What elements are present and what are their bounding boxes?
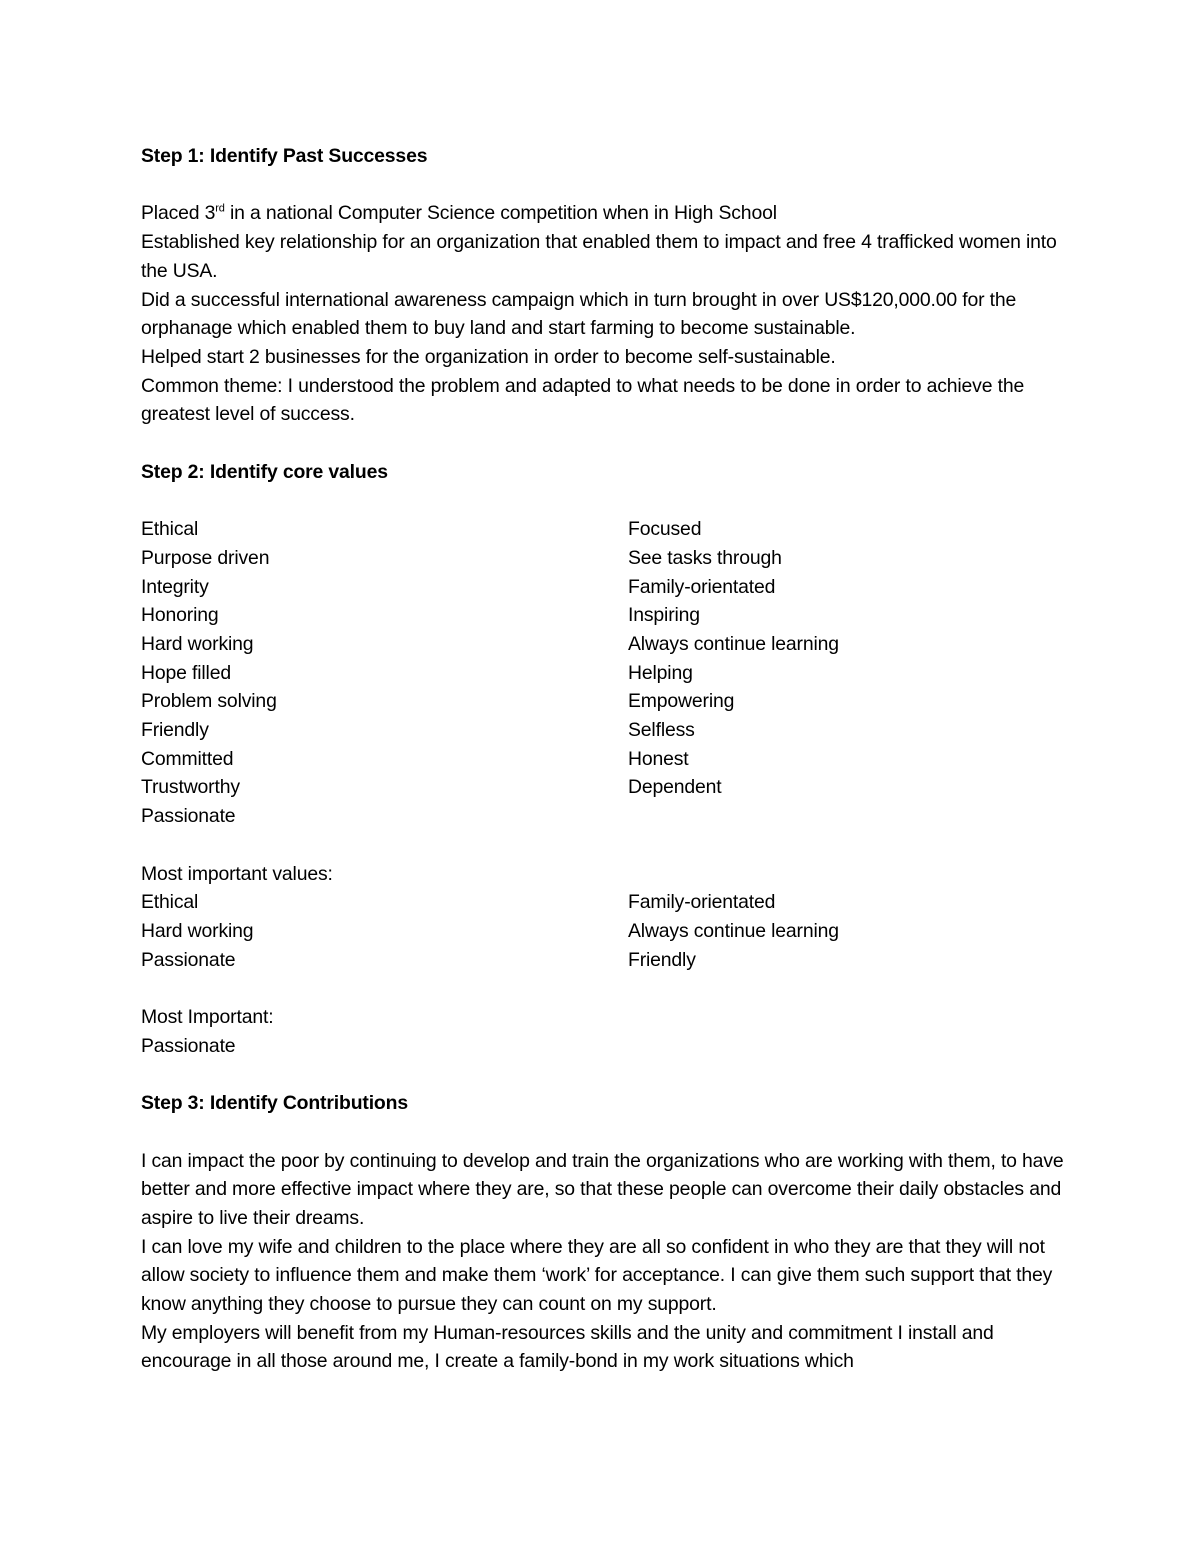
value-item: Ethical — [141, 891, 199, 914]
contribution-employers: My employers will benefit from my Human-resources skills and the unity and commitment I install and encourage in all those around me, I create a family-bond in my work situations which — [141, 1321, 994, 1373]
most-important-values-label: Most important values: — [141, 862, 333, 885]
value-item: Dependent — [628, 776, 722, 799]
core-values-left-column — [141, 515, 628, 831]
value-item: Selfless — [628, 719, 695, 742]
top-value-label: Most Important: — [141, 1006, 274, 1029]
value-item: Passionate — [141, 805, 236, 828]
contribution-poor: I can impact the poor by continuing to develop and train the organizations who are working with them, to have better and more effective impact where they are, so that these people can overcome their daily obstacles and aspire to live their dreams. — [141, 1149, 1064, 1229]
spacer — [141, 486, 1071, 515]
step2-heading: Step 2: Identify core values — [141, 460, 388, 483]
most-important-values-list — [141, 888, 1071, 974]
value-item: Passionate — [141, 948, 236, 971]
value-item: Hard working — [141, 632, 254, 655]
value-item: Friendly — [628, 948, 696, 971]
success-item-1-sup: rd — [215, 202, 225, 215]
step3-heading: Step 3: Identify Contributions — [141, 1092, 408, 1115]
core-values-list — [141, 515, 1071, 831]
value-item: Empowering — [628, 690, 735, 713]
value-item: Inspiring — [628, 604, 700, 627]
spacer — [141, 1118, 1071, 1147]
value-item: Always continue learning — [628, 919, 839, 942]
success-item-1-before: Placed 3 — [141, 202, 216, 225]
document-page — [141, 142, 1071, 1376]
value-item: Committed — [141, 747, 234, 770]
success-item-1 — [141, 199, 1071, 228]
spacer — [141, 429, 1071, 458]
value-item: Honoring — [141, 604, 219, 627]
spacer — [141, 171, 1071, 200]
core-values-right-column — [628, 515, 1071, 831]
contribution-family: I can love my wife and children to the place where they are all so confident in who they are that they will not allow society to influence them and make them ‘work’ for acceptance. I can give them such support that they know anything they choose to pursue they can count on my support. — [141, 1235, 1053, 1316]
value-item: Hard working — [141, 919, 254, 942]
value-item: Hope filled — [141, 661, 231, 684]
value-item: Family-orientated — [628, 891, 776, 914]
value-item: Integrity — [141, 575, 209, 598]
most-important-left-column — [141, 888, 628, 974]
value-item: Purpose driven — [141, 546, 270, 569]
most-important-right-column — [628, 888, 1071, 974]
step1-heading: Step 1: Identify Past Successes — [141, 145, 428, 167]
value-item: Friendly — [141, 719, 209, 742]
spacer — [141, 974, 1071, 1003]
success-item-2: Established key relationship for an organization that enabled them to impact and free 4 trafficked women into the USA. — [141, 231, 1057, 282]
value-item: Family-orientated — [628, 575, 776, 598]
value-item: Problem solving — [141, 690, 277, 713]
value-item: Always continue learning — [628, 632, 839, 655]
value-item: See tasks through — [628, 546, 782, 569]
success-item-4: Helped start 2 businesses for the organization in order to become self-sustainable. — [141, 345, 836, 368]
spacer — [141, 831, 1071, 860]
common-theme: Common theme: I understood the problem and adapted to what needs to be done in order to achieve the greatest level of success. — [141, 374, 1025, 426]
success-item-1-after: in a national Computer Science competition when in High School — [224, 202, 777, 225]
spacer — [141, 1060, 1071, 1089]
success-item-3: Did a successful international awareness campaign which in turn brought in over US$120,000.00 for the orphanage which enabled them to buy land and start farming to become sustainable. — [141, 288, 1017, 340]
value-item: Focused — [628, 518, 702, 541]
value-item: Ethical — [141, 518, 199, 541]
value-item: Trustworthy — [141, 776, 240, 799]
value-item: Helping — [628, 661, 693, 684]
top-value: Passionate — [141, 1034, 236, 1057]
value-item: Honest — [628, 747, 689, 770]
